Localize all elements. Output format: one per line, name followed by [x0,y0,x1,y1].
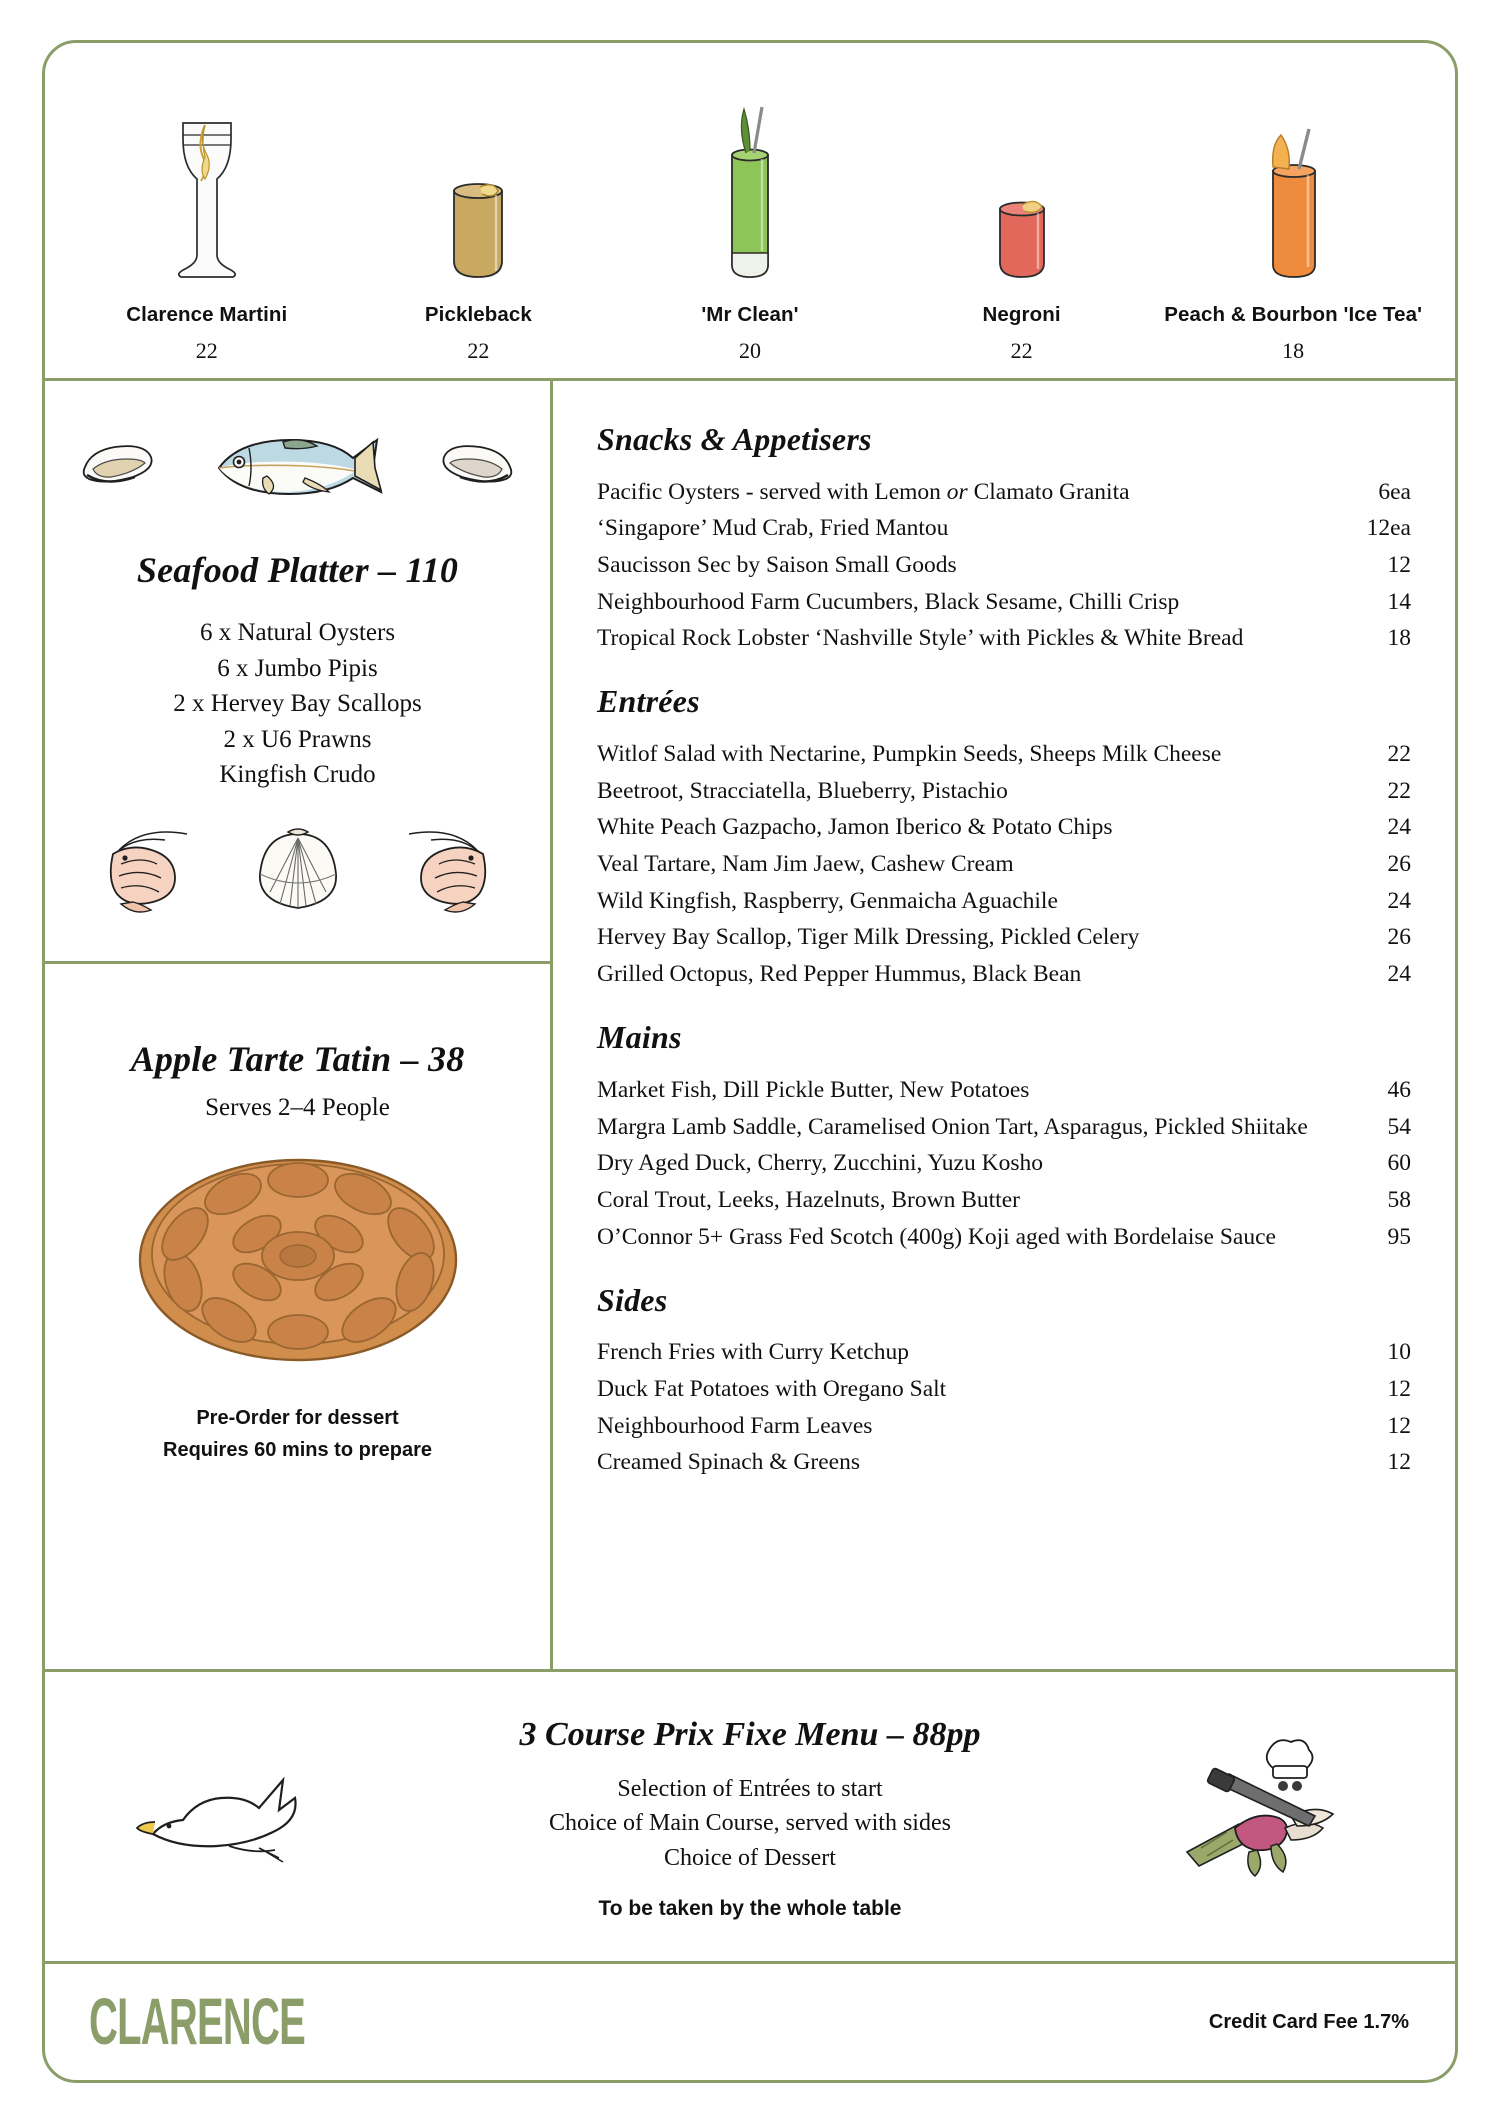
menu-item-name: Veal Tartare, Nam Jim Jaew, Cashew Cream [597,853,1014,877]
section-snacks-appetisers [597,421,1411,657]
section-title: Snacks & Appetisers [597,421,872,457]
tumbler-glass-icon [976,91,1068,291]
menu-item-name: Pacific Oysters - served with Lemon or Clamato Granita [597,480,1130,505]
menu-item-name: Grilled Octopus, Red Pepper Hummus, Black Bean [597,963,1082,987]
menu-item-name: Wild Kingfish, Raspberry, Genmaicha Aguachile [597,889,1058,914]
menu-sections [553,381,1455,1669]
platter-item: 6 x Jumbo Pipis [217,654,378,682]
menu-item-name: Neighbourhood Farm Leaves [597,1414,873,1439]
menu-item-name: French Fries with Curry Ketchup [597,1341,909,1365]
menu-item-price: 54 [1387,1113,1411,1140]
menu-item-price: 12 [1387,551,1411,578]
menu-item-price: 12ea [1366,515,1411,542]
menu-item-row [597,957,1411,994]
menu-item-price: 58 [1387,1186,1411,1213]
prix-fixe-title: 3 Course Prix Fixe Menu – 88pp [519,1716,981,1754]
cocktail-strip [45,43,1455,381]
menu-item-price: 26 [1387,924,1411,951]
menu-item-price: 12 [1387,1449,1411,1476]
menu-item-price: 22 [1387,777,1411,804]
menu-item-row [597,883,1411,920]
menu-item-row [597,547,1411,584]
menu-item-price: 22 [1387,741,1411,768]
tarte-notes [163,1402,432,1466]
menu-item-row [597,1182,1411,1219]
menu-item-price: 60 [1387,1150,1411,1177]
menu-middle [45,381,1455,1672]
menu-item-row [597,736,1411,773]
menu-item-name: Saucisson Sec by Saison Small Goods [597,553,957,578]
menu-item-price: 26 [1387,851,1411,878]
cocktail-name: Clarence Martini [126,303,288,326]
prix-fixe-line: Choice of Dessert [664,1844,836,1871]
rocks-glass-icon [432,91,524,291]
menu-item-price: 10 [1387,1339,1411,1366]
menu-item-row [597,511,1411,548]
menu-item-name: Neighbourhood Farm Cucumbers, Black Sesame, Chilli Crisp [597,590,1180,615]
seafood-platter-title: Seafood Platter – 110 [136,550,459,590]
menu-item-row [597,773,1411,810]
menu-item-row [597,1408,1411,1445]
menu-item-price: 18 [1387,625,1411,652]
seafood-top-illustrations [61,403,534,523]
kingfish-icon [205,420,391,506]
cocktail-name: 'Mr Clean' [701,303,799,326]
menu-item-price: 6ea [1378,478,1411,505]
menu-item-name: Market Fish, Dill Pickle Butter, New Potatoes [597,1078,1030,1103]
menu-item-price: 24 [1387,814,1411,841]
menu-item-row [597,920,1411,957]
cocktail-item-pickleback [343,43,615,364]
menu-frame [42,40,1458,2083]
menu-item-name: Beetroot, Stracciatella, Blueberry, Pistachio [597,779,1008,804]
menu-item-name: Tropical Rock Lobster ‘Nashville Style’ with Pickles & White Bread [597,627,1244,651]
menu-item-row [597,584,1411,621]
tarte-title: Apple Tarte Tatin – 38 [130,1039,465,1079]
menu-item-row [597,1371,1411,1408]
menu-item-price: 14 [1387,588,1411,615]
platter-item: 2 x Hervey Bay Scallops [173,690,422,717]
menu-item-price: 24 [1387,887,1411,914]
flying-duck-icon [133,1758,303,1879]
tarte-note-line: Requires 60 mins to prepare [163,1439,432,1461]
cocktail-price: 22 [1010,338,1033,363]
platter-item: 2 x U6 Prawns [223,725,372,753]
martini-glass-icon [161,91,253,291]
oyster-icon [434,433,520,493]
section-sides [597,1282,1411,1482]
menu-item-price: 12 [1387,1412,1411,1439]
seafood-bottom-illustrations [61,793,534,952]
cocktail-name: Pickleback [424,303,532,326]
menu-item-name: Margra Lamb Saddle, Caramelised Onion Tart, Asparagus, Pickled Shiitake [597,1115,1308,1140]
prawn-icon [397,820,501,924]
menu-item-name: Duck Fat Potatoes with Oregano Salt [597,1377,947,1402]
oyster-icon [75,433,161,493]
cocktail-name: Negroni [982,303,1061,326]
prix-fixe-line: Selection of Entrées to start [617,1776,883,1803]
menu-item-price: 46 [1387,1076,1411,1103]
cocktail-item-clarence-martini [71,43,343,364]
highball-glass-icon [704,91,796,291]
section-entrees [597,683,1411,993]
section-title: Entrées [597,683,700,720]
tall-glass-icon [1247,91,1339,291]
section-mains [597,1019,1411,1255]
apple-tarte-tatin-panel [45,964,550,1669]
prix-fixe-band [45,1672,1455,1964]
tarte-tatin-icon [123,1148,473,1368]
menu-item-name: Creamed Spinach & Greens [597,1451,860,1475]
section-title: Mains [597,1019,682,1056]
menu-item-row [597,1445,1411,1482]
menu-item-row [597,847,1411,884]
cocktail-price: 22 [467,338,490,363]
brand-logo: CLARENCE [89,1985,306,2059]
seafood-platter-panel [45,381,550,964]
prawn-icon [95,820,199,924]
menu-item-row [597,621,1411,658]
menu-item-row [597,1146,1411,1183]
cocktail-price: 22 [195,338,218,363]
menu-item-name: ‘Singapore’ Mud Crab, Fried Mantou [597,517,949,541]
menu-item-row [597,474,1411,511]
platter-item: Kingfish Crudo [219,761,376,788]
tarte-serves: Serves 2–4 People [205,1094,390,1121]
cocktail-price: 20 [738,338,761,363]
left-column [45,381,553,1669]
menu-item-name: Dry Aged Duck, Cherry, Zucchini, Yuzu Kosho [597,1152,1043,1176]
scallop-icon [246,820,350,924]
menu-footer [45,1964,1455,2080]
menu-item-name: Coral Trout, Leeks, Hazelnuts, Brown Butter [597,1188,1020,1213]
credit-card-fee-note: Credit Card Fee 1.7% [1208,2010,1409,2033]
cocktail-item-mr-clean [614,43,886,364]
menu-item-row [597,1335,1411,1372]
cocktail-name: Peach & Bourbon 'Ice Tea' [1164,303,1423,326]
menu-item-row [597,1219,1411,1256]
knife-and-vegetables-icon [1173,1732,1363,1887]
menu-item-name: Witlof Salad with Nectarine, Pumpkin Seeds, Sheeps Milk Cheese [597,743,1222,767]
menu-item-row [597,810,1411,847]
cocktail-item-negroni [886,43,1158,364]
menu-item-price: 95 [1387,1223,1411,1250]
seafood-platter-list [173,615,422,793]
cocktail-item-peach-bourbon-ice-tea [1157,43,1429,364]
menu-item-name: White Peach Gazpacho, Jamon Iberico & Potato Chips [597,816,1113,840]
tarte-note-line: Pre-Order for dessert [196,1407,399,1429]
menu-item-name: Hervey Bay Scallop, Tiger Milk Dressing, Pickled Celery [597,926,1140,950]
menu-item-name: O’Connor 5+ Grass Fed Scotch (400g) Koji aged with Bordelaise Sauce [597,1225,1276,1250]
menu-item-price: 24 [1387,961,1411,988]
prix-fixe-content [520,1716,981,1920]
menu-item-row [597,1109,1411,1146]
menu-item-price: 12 [1387,1375,1411,1402]
prix-fixe-line: Choice of Main Course, served with sides [549,1810,951,1837]
platter-item: 6 x Natural Oysters [199,619,396,646]
prix-fixe-note: To be taken by the whole table [598,1896,902,1920]
section-title: Sides [597,1281,668,1318]
cocktail-price: 18 [1282,338,1305,363]
menu-item-row [597,1072,1411,1109]
